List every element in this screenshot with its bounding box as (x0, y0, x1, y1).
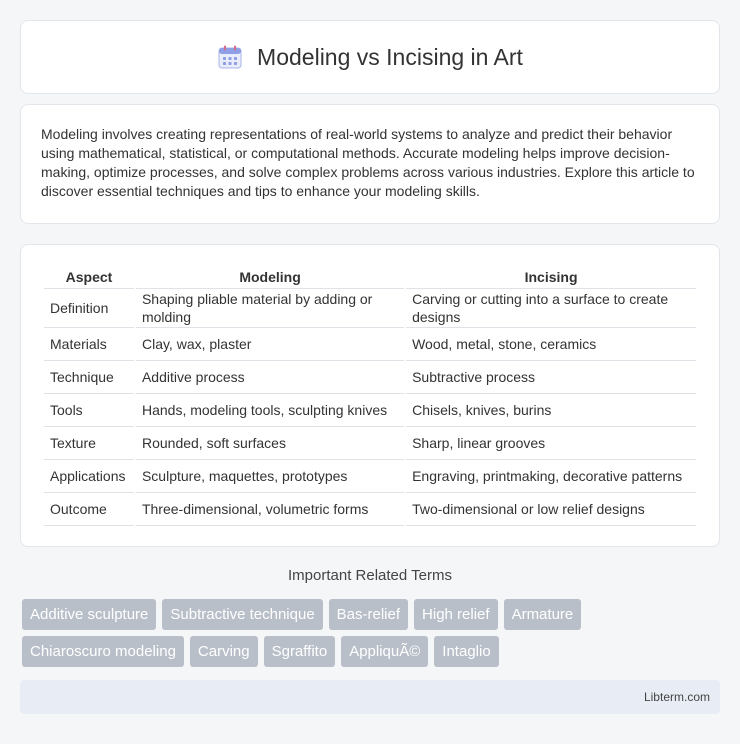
header (217, 44, 523, 71)
row-modeling: Shaping pliable material by adding or molding (136, 289, 404, 328)
tag-bas-relief[interactable]: Bas-relief (329, 599, 408, 630)
row-aspect: Materials (44, 328, 134, 361)
table-row (44, 427, 696, 460)
table-row (44, 493, 696, 526)
table-row (44, 361, 696, 394)
row-aspect: Definition (44, 289, 134, 328)
row-incising: Engraving, printmaking, decorative patterns (406, 460, 696, 493)
tag-applique[interactable]: AppliquÃ© (341, 636, 428, 667)
row-modeling: Sculpture, maquettes, prototypes (136, 460, 404, 493)
tag-intaglio[interactable]: Intaglio (434, 636, 498, 667)
row-aspect: Texture (44, 427, 134, 460)
row-aspect: Outcome (44, 493, 134, 526)
calendar-icon (217, 44, 243, 70)
header-aspect: Aspect (44, 265, 134, 289)
comparison-card (20, 244, 720, 547)
comparison-table (42, 265, 698, 526)
footer (20, 680, 720, 714)
intro-text: Modeling involves creating representations of real-world systems to analyze and predict their behavior using mathematical, statistical, or computational methods. Accurate modeling helps improve decision-making, optimize processes, and solve complex problems across various industries. Explore this article to discover essential techniques and tips to enhance your modeling skills. (41, 126, 695, 199)
header-incising: Incising (406, 265, 696, 289)
row-modeling: Additive process (136, 361, 404, 394)
row-incising: Sharp, linear grooves (406, 427, 696, 460)
tag-high-relief[interactable]: High relief (414, 599, 498, 630)
row-incising: Carving or cutting into a surface to create designs (406, 289, 696, 328)
table-row (44, 394, 696, 427)
header-card (20, 20, 720, 94)
row-incising: Chisels, knives, burins (406, 394, 696, 427)
row-incising: Subtractive process (406, 361, 696, 394)
row-modeling: Three-dimensional, volumetric forms (136, 493, 404, 526)
table-row (44, 328, 696, 361)
tag-row (22, 636, 722, 667)
row-incising: Wood, metal, stone, ceramics (406, 328, 696, 361)
header-modeling: Modeling (136, 265, 404, 289)
table-row (44, 460, 696, 493)
related-terms-title: Important Related Terms (288, 567, 452, 584)
intro-card (20, 104, 720, 224)
row-incising: Two-dimensional or low relief designs (406, 493, 696, 526)
tag-armature[interactable]: Armature (504, 599, 582, 630)
tag-additive-sculpture[interactable]: Additive sculpture (22, 599, 156, 630)
row-aspect: Technique (44, 361, 134, 394)
tag-subtractive-technique[interactable]: Subtractive technique (162, 599, 322, 630)
table-header-row (44, 265, 696, 289)
row-modeling: Rounded, soft surfaces (136, 427, 404, 460)
footer-site-link[interactable]: Libterm.com (643, 690, 710, 704)
tag-carving[interactable]: Carving (190, 636, 258, 667)
tag-sgraffito[interactable]: Sgraffito (264, 636, 336, 667)
row-aspect: Tools (44, 394, 134, 427)
related-terms (22, 599, 722, 673)
tag-chiaroscuro-modeling[interactable]: Chiaroscuro modeling (22, 636, 184, 667)
page-title: Modeling vs Incising in Art (257, 43, 523, 70)
row-modeling: Clay, wax, plaster (136, 328, 404, 361)
row-aspect: Applications (44, 460, 134, 493)
tag-row (22, 599, 722, 630)
table-row (44, 289, 696, 328)
row-modeling: Hands, modeling tools, sculpting knives (136, 394, 404, 427)
